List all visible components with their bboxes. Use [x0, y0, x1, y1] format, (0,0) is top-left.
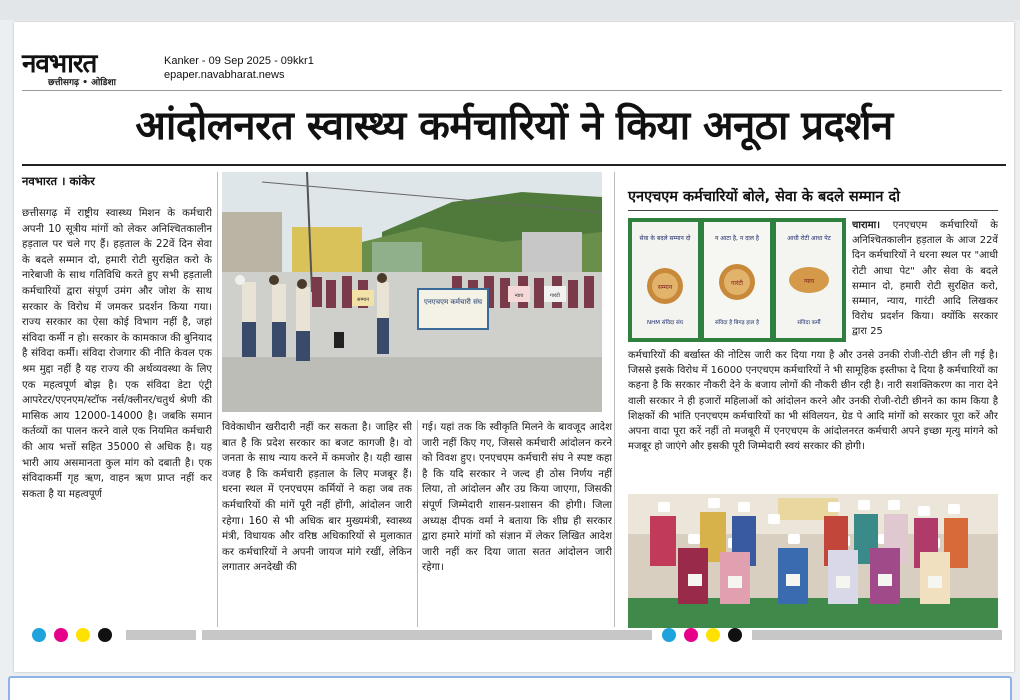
registration-bar-2: [202, 630, 652, 640]
photo-placard-1: सम्मान: [357, 297, 369, 303]
sidebar-heading: एनएचएम कर्मचारियों बोले, सेवा के बदले सम्मान दो: [628, 189, 900, 205]
sidebar-text-top: [852, 218, 998, 348]
registration-dot-yellow: [76, 628, 90, 642]
column-separator-3: [614, 172, 615, 627]
protest-photo: [222, 172, 602, 412]
poster-3-bottom: संविदा कर्मी: [797, 320, 821, 326]
registration-dot-black: [98, 628, 112, 642]
epaper-page: [14, 22, 1014, 672]
poster-2-bottom: संविदा है बिगड़ हाल है: [714, 320, 760, 326]
edition-info: [164, 54, 314, 82]
column-separator-2: [417, 420, 418, 627]
sidebar-text-top-body: एनएचएम कर्मचारियों के अनिश्चितकालीन हड़ताल के आज 22वें दिन कर्मचारियों ने धरना स्थल पर "आधी रोटी आधा पेट" और सेवा के बदले सम्मान दो, हमारी रोटी सुरक्षित करो, सम्मान, न्याय, गारंटी आदि लिखकर विरोध प्रदर्शन किया। क्योंकि सरकार द्वारा 25: [852, 220, 998, 338]
poster-2-text: न आटा है, न दाल है: [715, 235, 759, 242]
main-headline: आंदोलनरत स्वास्थ्य कर्मचारियों ने किया अनूठा प्रदर्शन: [135, 102, 893, 149]
registration-dot-magenta-2: [684, 628, 698, 642]
edition-line: Kanker - 09 Sep 2025 - 09kkr1: [164, 55, 314, 67]
poster-3-badge: न्याय: [803, 278, 815, 285]
browser-top-bar: [0, 0, 1020, 20]
poster-1-bottom: NHM संविदा संघ: [646, 320, 684, 326]
registration-dot-magenta: [54, 628, 68, 642]
logo-text: नवभारत: [22, 49, 97, 79]
article-column-1: छत्तीसगढ़ में राष्ट्रीय स्वास्थ्य मिशन के कर्मचारी अपनी 10 सूत्रीय मांगों को लेकर अनिश्चितकालीन हड़ताल पर चले गए हैं। हड़ताल के 22वें दिन सेवा के बदले सम्मान दो, हमारी रोटी सुरक्षित करो के नारेबाजी के साथ गतिविधि करते हुए सभी हड़ताली कर्मचारियों द्वारा संपूर्ण उमंग और जोश के साथ सरकार के विरोध में जमकर प्रदर्शन किया गया। राज्य सरकार का ऐसा कोई विभाग नहीं है, जहां संविदा कर्मी न हो। सरकार के कामकाज की बुनियाद है संविदा कर्मी। संविदा रोजगार की नीति केवल एक श्रम मुद्दा नहीं है यह राज्य की अर्थव्यवस्था के लिए एक महत्वपूर्ण बोझ है। एक संविदा डेटा एंट्री आपरेटर/एएनएम/स्टॉफ नर्स/क्लीनर/चतुर्थ श्रेणी की मासिक आय 12000-14000 है। जबकि समान कर्तव्यों का पालन करने वाले एक नियमित कर्मचारी की आय भत्तों सहित 35000 से अधिक है। यह भारी आय असमानता कुल मांग को दबाती है। एक संविदाकर्मी गृह ऋण, वाहन ऋण प्राप्त नहीं कर सकता है या महत्वपूर्ण: [22, 208, 212, 500]
header-rule: [22, 90, 1002, 91]
registration-dot-yellow-2: [706, 628, 720, 642]
group-photo-illustration: [628, 494, 998, 628]
photo-banner-text: एनएचएम कर्मचारी संघ: [424, 298, 482, 306]
photo-placard-2: न्याय: [514, 293, 524, 299]
poster-3-text: आधी रोटी आधा पेट: [787, 235, 831, 242]
group-photo: [628, 494, 998, 628]
poster-photo: [628, 218, 846, 342]
newspaper-logo: [22, 50, 116, 89]
registration-dot-black-2: [728, 628, 742, 642]
protest-photo-illustration: [222, 172, 602, 412]
sidebar-story: [618, 174, 1002, 630]
next-page-strip[interactable]: [8, 676, 1012, 700]
poster-2-badge: गारंटी: [731, 280, 743, 287]
poster-1-badge: सम्मान: [657, 284, 673, 291]
column-separator-1: [217, 172, 218, 627]
registration-dot-cyan: [32, 628, 46, 642]
article-column-3: गई। यहां तक कि स्वीकृति मिलने के बावजूद आदेश जारी नहीं किए गए, जिससे कर्मचारी आंदोलन करने को विवश हुए। एनएचएम कर्मचारी संघ ने स्पष्ट कहा है कि यदि सरकार ने जल्द ही ठोस निर्णय नहीं लिया, तो आंदोलन और उग्र किया जाएगा, जिसकी संपूर्ण जिम्मेदारी शासन-प्रशासन की होगी। जिला अध्यक्ष दीपक वर्मा ने बताया कि शीघ्र ही सरकार द्वारा हमारे मांगों को संज्ञान में लेकर लिखित आदेश जारी नहीं कर दिया जाता सतत आंदोलन जारी रहेगा।: [422, 422, 612, 574]
sidebar-dateline: चारामा।: [852, 220, 880, 231]
epaper-site: epaper.navabharat.news: [164, 69, 285, 81]
story-dateline: नवभारत । कांकेर: [22, 174, 95, 188]
headline-rule: [22, 164, 1006, 166]
registration-bar-3: [752, 630, 1002, 640]
poster-1-text: सेवा के बदले सम्मान दो: [639, 235, 691, 242]
logo-region: छत्तीसगढ़ • ओडिशा: [48, 78, 116, 88]
registration-bar-1: [126, 630, 196, 640]
sidebar-text-body: कर्मचारियों की बर्खास्त की नोटिस जारी कर दिया गया है और उनसे उनकी रोजी-रोटी छीन ली गई है। जिससे इसके विरोध में 16000 एनएचएम कर्मचारियों ने भी सामूहिक इस्तीफा दे दिया है कर्मचारियों का कहना है कि सरकार नौकरी देने के बजाय लोगों की नौकरी छीन रही है। नारी सशक्तिकरण का नारा देने वाली सरकार ने ही हजारों महिलाओं को आंदोलन करने और उनकी रोजी-रोटी छीनने का काम किया है शिक्षकों की भांति एनएचएम कर्मचारियों का भी संविलयन, ग्रेड पे आदि मांगों को सरकार पूरा करें और अपना वादा पूरा करें नहीं तो मजबूरी में एनएचएम के आंदोलनरत कर्मचारी अपने इच्छा मृत्यु मांगने को मजबूर हो जाएंगे और इसकी पूरी जिम्मेदारी स्वयं सरकार की होगी।: [628, 350, 998, 453]
poster-photo-illustration: [628, 218, 846, 342]
sidebar-rule: [628, 210, 998, 211]
photo-placard-3: गारंटी: [550, 293, 560, 299]
registration-dot-cyan-2: [662, 628, 676, 642]
article-column-2: विवेकाधीन खरीदारी नहीं कर सकता है। जाहिर सी बात है कि प्रदेश सरकार का बजट कागजी है। वो जनता के साथ न्याय करने में कमजोर है। यही खास वजह है कि कर्मचारी हड़ताल के लिए मजबूर हैं। धरना स्थल में एनएचएम कर्मियों ने कहा जब तक कर्मचारियों की मांगें पूरी नहीं होंगी, आंदोलन जारी रहेगा। 160 से भी अधिक बार मुख्यमंत्री, स्वास्थ्य मंत्री, विधायक और वरिष्ठ अधिकारियों से मुलाकात कर कर्मचारियों ने अपनी जायज मांगे रखीं, लेकिन लगातार अनदेखी की: [222, 422, 412, 574]
